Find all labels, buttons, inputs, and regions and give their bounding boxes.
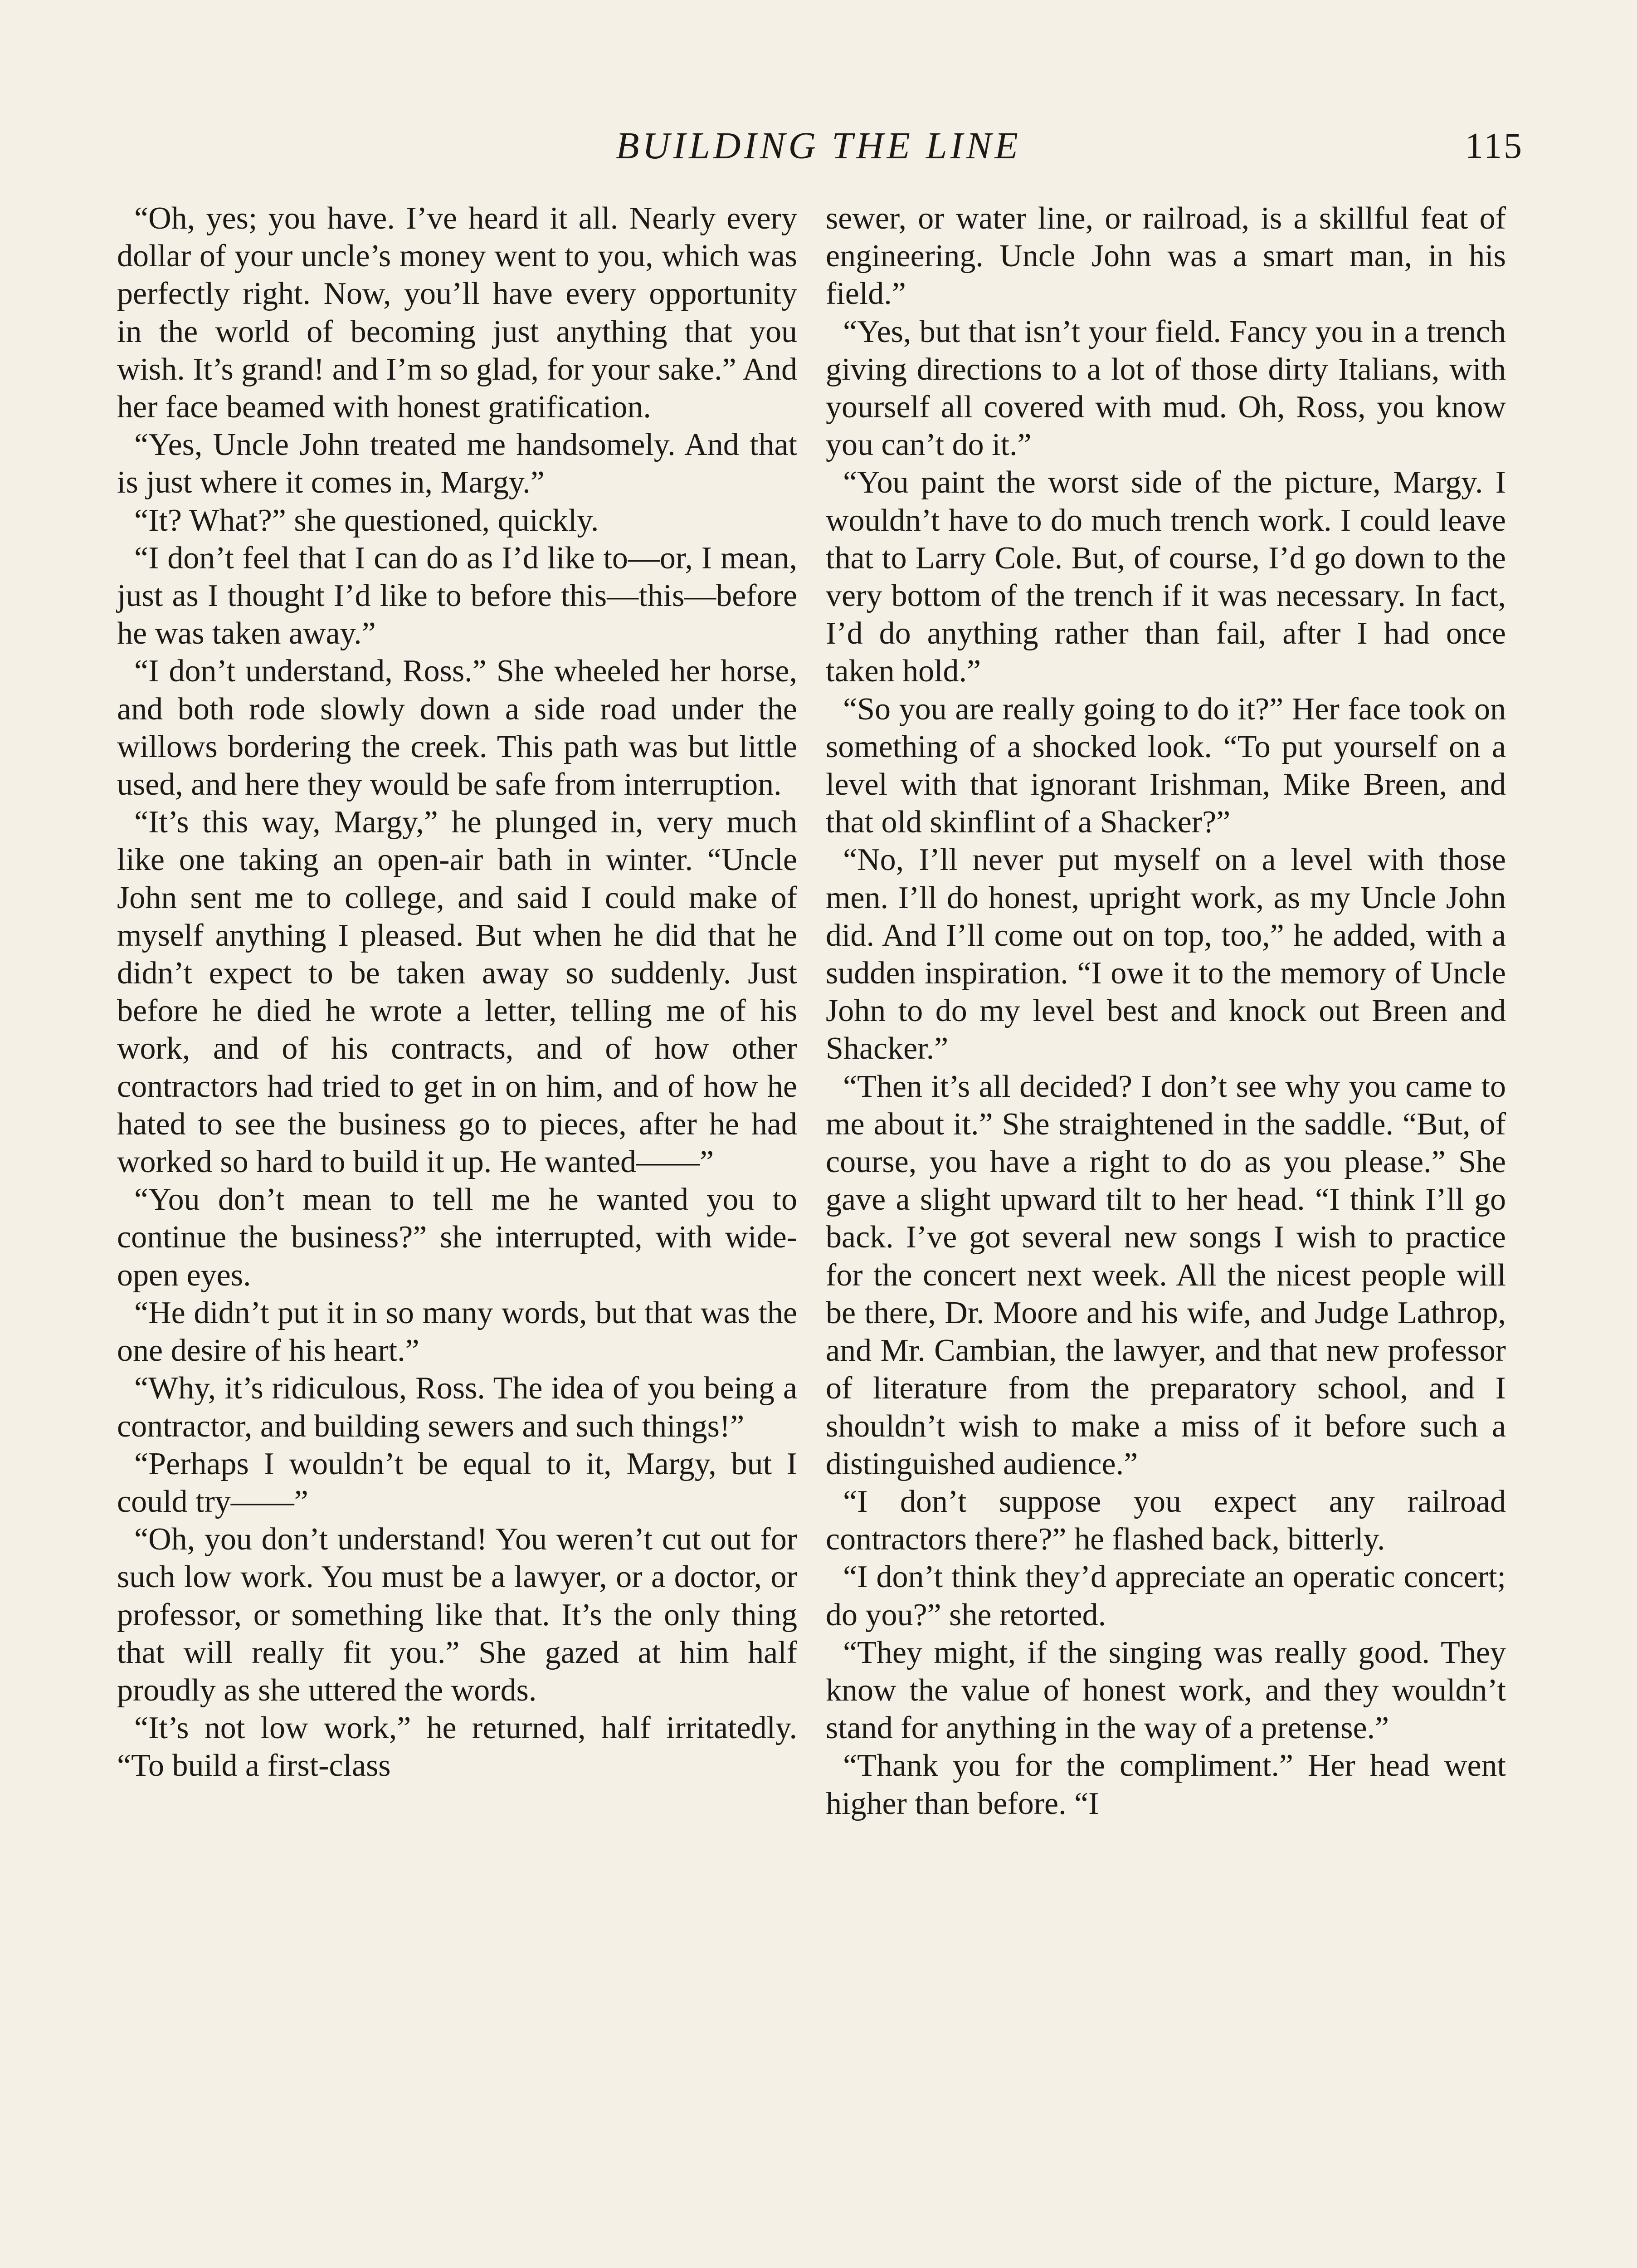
paragraph: “Oh, yes; you have. I’ve heard it all. Nearly every dollar of your uncle’s money went to you, which was perfectly right. Now, you’ll have every opportunity in the world of becoming just anything that you wish. It’s grand! and I’m so glad, for your sake.” And her face beamed with honest gratification. bbox=[117, 201, 797, 425]
paragraph: “They might, if the singing was really good. They know the value of honest work, and they wouldn’t stand for anything in the way of a pretense.” bbox=[826, 1635, 1506, 1746]
paragraph: “Why, it’s ridiculous, Ross. The idea of you being a contractor, and building sewers and such things!” bbox=[117, 1371, 797, 1444]
paragraph: “It? What?” she questioned, quickly. bbox=[134, 503, 599, 538]
paragraph: “No, I’ll never put myself on a level with those men. I’ll do honest, upright work, as my Uncle John did. And I’ll come out on top, too,” he added, with a sudden inspiration. “I owe it to the memory of Uncle John to do my level best and knock out Breen and Shacker.” bbox=[826, 842, 1506, 1066]
paragraph: “Oh, you don’t understand! You weren’t cut out for such low work. You must be a lawyer, or a doctor, or professor, or something like that. It’s the only thing that will really fit you.” She gazed at him half proudly as she uttered the words. bbox=[117, 1522, 797, 1708]
paragraph: “So you are really going to do it?” Her face took on something of a shocked look. “To put yourself on a level with that ignorant Irishman, Mike Breen, and that old skinflint of a Shacker?” bbox=[826, 691, 1506, 840]
paragraph: sewer, or water line, or railroad, is a skillful feat of engineering. Uncle John was a smart man, in his field.” bbox=[826, 201, 1506, 312]
left-column bbox=[117, 200, 797, 1823]
paragraph: “I don’t understand, Ross.” She wheeled her horse, and both rode slowly down a side road under the willows bordering the creek. This path was but little used, and here they would be safe from interruption. bbox=[117, 654, 797, 802]
paragraph: “Thank you for the compliment.” Her head went higher than before. “I bbox=[826, 1748, 1506, 1821]
paragraph: “You don’t mean to tell me he wanted you to continue the business?” she interrupted, with wide-open eyes. bbox=[117, 1182, 797, 1293]
page-number: 115 bbox=[1465, 126, 1524, 166]
paragraph: “He didn’t put it in so many words, but that was the one desire of his heart.” bbox=[117, 1295, 797, 1369]
paragraph: “I don’t think they’d appreciate an operatic concert; do you?” she retorted. bbox=[826, 1559, 1506, 1633]
paragraph: “Yes, but that isn’t your field. Fancy you in a trench giving directions to a lot of those dirty Italians, with yourself all covered with mud. Oh, Ross, you know you can’t do it.” bbox=[826, 314, 1506, 463]
text-columns bbox=[117, 200, 1506, 1823]
paragraph: “Then it’s all decided? I don’t see why you came to me about it.” She straightened in the saddle. “But, of course, you have a right to do as you please.” She gave a slight upward tilt to her head. “I think I’ll go back. I’ve got several new songs I wish to practice for the concert next week. All the nicest people will be there, Dr. Moore and his wife, and Judge Lathrop, and Mr. Cambian, the lawyer, and that new professor of literature from the preparatory school, and I shouldn’t wish to make a miss of it before such a distinguished audience.” bbox=[826, 1069, 1506, 1481]
paragraph: “Yes, Uncle John treated me handsomely. And that is just where it comes in, Margy.” bbox=[117, 427, 797, 500]
running-title: BUILDING THE LINE bbox=[616, 125, 1021, 167]
paragraph: “I don’t feel that I can do as I’d like to—or, I mean, just as I thought I’d like to before this—this—before he was taken away.” bbox=[117, 540, 797, 651]
paragraph: “You paint the worst side of the picture, Margy. I wouldn’t have to do much trench work. I could leave that to Larry Cole. But, of course, I’d go down to the very bottom of the trench if it was necessary. In fact, I’d do anything rather than fail, after I had once taken hold.” bbox=[826, 465, 1506, 689]
paragraph: “I don’t suppose you expect any railroad contractors there?” he flashed back, bitterly. bbox=[826, 1484, 1506, 1557]
paragraph: “Perhaps I wouldn’t be equal to it, Margy, but I could try——” bbox=[117, 1446, 797, 1519]
page-header bbox=[113, 119, 1524, 173]
paragraph: “It’s not low work,” he returned, half irritatedly. “To build a first-class bbox=[117, 1711, 797, 1784]
right-column bbox=[826, 200, 1506, 1823]
paragraph: “It’s this way, Margy,” he plunged in, very much like one taking an open-air bath in winter. “Uncle John sent me to college, and said I could make of myself anything I pleased. But when he did that he didn’t expect to be taken away so suddenly. Just before he died he wrote a letter, telling me of his work, and of his contracts, and of how other contractors had tried to get in on him, and of how he hated to see the business go to pieces, after he had worked so hard to build it up. He wanted——” bbox=[117, 805, 797, 1180]
